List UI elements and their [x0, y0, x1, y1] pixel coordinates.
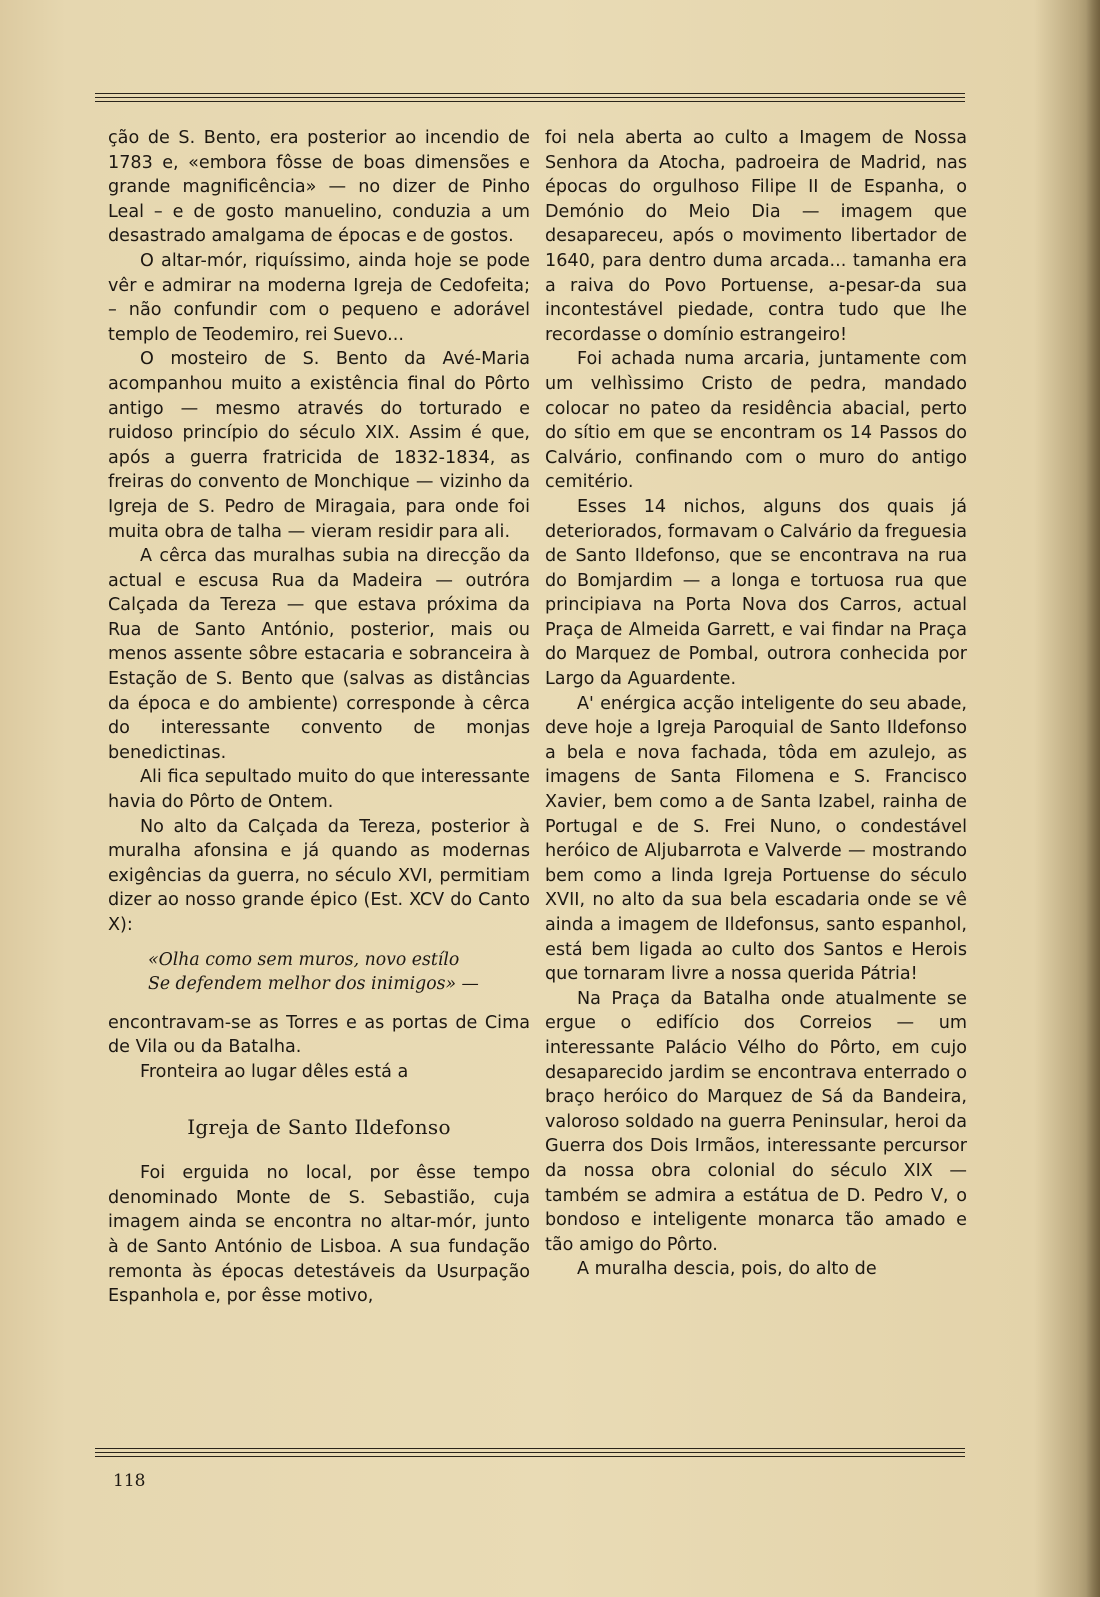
paragraph: A' enérgica acção inteligente do seu abade, deve hoje a Igreja Paroquial de Santo Ildefonso a bela e nova fachada, tôda em azulejo, as imagens de Santa Filomena e S. Francisco Xavier, bem como a de Santa Izabel, rainha de Portugal e de S. Frei Nuno, o condestável heróico de Aljubarrota e Valverde — mostrando bem como a linda Igreja Portuense do século XVII, no alto da sua bela escadaria onde se vê ainda a imagem de Ildefonsus, santo espanhol, está bem ligada ao culto dos Santos e Herois que tornaram livre a nossa querida Pátria! [545, 693, 967, 985]
paragraph: Fronteira ao lugar dêles está a [140, 1061, 409, 1082]
paragraph: O altar-mór, riquíssimo, ainda hoje se pode vêr e admirar na moderna Igreja de Cedofeita; – não confundir com o pequeno e adorável templo de Teodemiro, rei Suevo... [108, 250, 530, 345]
paragraph: A cêrca das muralhas subia na direcção da actual e escusa Rua da Madeira — outróra Calçada da Tereza — que estava próxima da Rua de Santo António, posterior, mais ou menos assente sôbre estacaria e sobranceira à Estação de S. Bento que (salvas as distâncias da época e do ambiente) corresponde à cêrca do interessante convento de monjas benedictinas. [108, 546, 530, 763]
top-rule [95, 93, 965, 103]
left-column [108, 126, 530, 1309]
page-edge-shadow [1086, 0, 1100, 1597]
verse-line: «Olha como sem muros, novo estílo [148, 949, 460, 970]
page-number: 118 [113, 1471, 146, 1491]
paragraph: Foi erguida no local, por êsse tempo denominado Monte de S. Sebastião, cuja imagem ainda se encontra no altar-mór, junto à de Santo António de Lisboa. A sua fundação remonta às épocas detestáveis da Usurpação Espanhola e, por êsse motivo, [108, 1163, 530, 1307]
paragraph: ção de S. Bento, era posterior ao incendio de 1783 e, «embora fôsse de boas dimensões e grande magnificência» — no dizer de Pinho Leal – e de gosto manuelino, conduzia a um desastrado amalgama de épocas e de gostos. [108, 128, 530, 247]
paragraph: Ali fica sepultado muito do que interessante havia do Pôrto de Ontem. [108, 767, 530, 813]
paragraph: foi nela aberta ao culto a Imagem de Nossa Senhora da Atocha, padroeira de Madrid, nas épocas do orgulhoso Filipe II de Espanha, o Demónio do Meio Dia — imagem que desapareceu, após o movimento libertador de 1640, para dentro duma arcada... tamanha era a raiva do Povo Portuense, a-pesar-da sua incontestável piedade, contra tudo que lhe recordasse o domínio estrangeiro! [545, 128, 967, 345]
paragraph: Esses 14 nichos, alguns dos quais já deteriorados, formavam o Calvário da freguesia de Santo Ildefonso, que se encontrava na rua do Bomjardim — a longa e tortuosa rua que principiava na Porta Nova dos Carros, actual Praça de Almeida Garrett, e vai findar na Praça do Marquez de Pombal, outrora conhecida por Largo da Aguardente. [545, 496, 967, 690]
paragraph: O mosteiro de S. Bento da Avé-Maria acompanhou muito a existência final do Pôrto antigo — mesmo através do torturado e ruidoso princípio do século XIX. Assim é que, após a guerra fratricida de 1832-1834, as freiras do convento de Monchique — vizinho da Igreja de S. Pedro de Miragaia, para onde foi muita obra de talha — vieram residir para ali. [108, 349, 530, 542]
paragraph: Foi achada numa arcaria, juntamente com um velhìssimo Cristo de pedra, mandado colocar no pateo da residência abacial, perto do sítio em que se encontram os 14 Passos do Calvário, confinando com o muro do antigo cemitério. [545, 349, 967, 493]
bottom-rule [95, 1448, 965, 1458]
paragraph: A muralha descia, pois, do alto de [577, 1259, 877, 1280]
verse-quote [148, 948, 530, 997]
section-heading: Igreja de Santo Ildefonso [187, 1114, 451, 1139]
right-column [545, 126, 967, 1282]
verse-line: Se defendem melhor dos inimigos» — [148, 974, 479, 995]
paragraph: encontravam-se as Torres e as portas de Cima de Vila ou da Batalha. [108, 1012, 530, 1058]
paragraph: No alto da Calçada da Tereza, posterior à muralha afonsina e já quando as modernas exigências da guerra, no século XVI, permitiam dizer ao nosso grande épico (Est. XCV do Canto X): [108, 816, 530, 935]
paragraph: Na Praça da Batalha onde atualmente se ergue o edifício dos Correios — um interessante Palácio Vélho do Pôrto, em cujo desaparecido jardim se encontrava enterrado o braço heróico do Marquez de Sá da Bandeira, valoroso soldado na guerra Peninsular, heroi da Guerra dos Dois Irmãos, interessante percursor da nossa obra colonial do século XIX — também se admira a estátua de D. Pedro V, o bondoso e inteligente monarca tão amado e tão amigo do Pôrto. [545, 988, 967, 1255]
